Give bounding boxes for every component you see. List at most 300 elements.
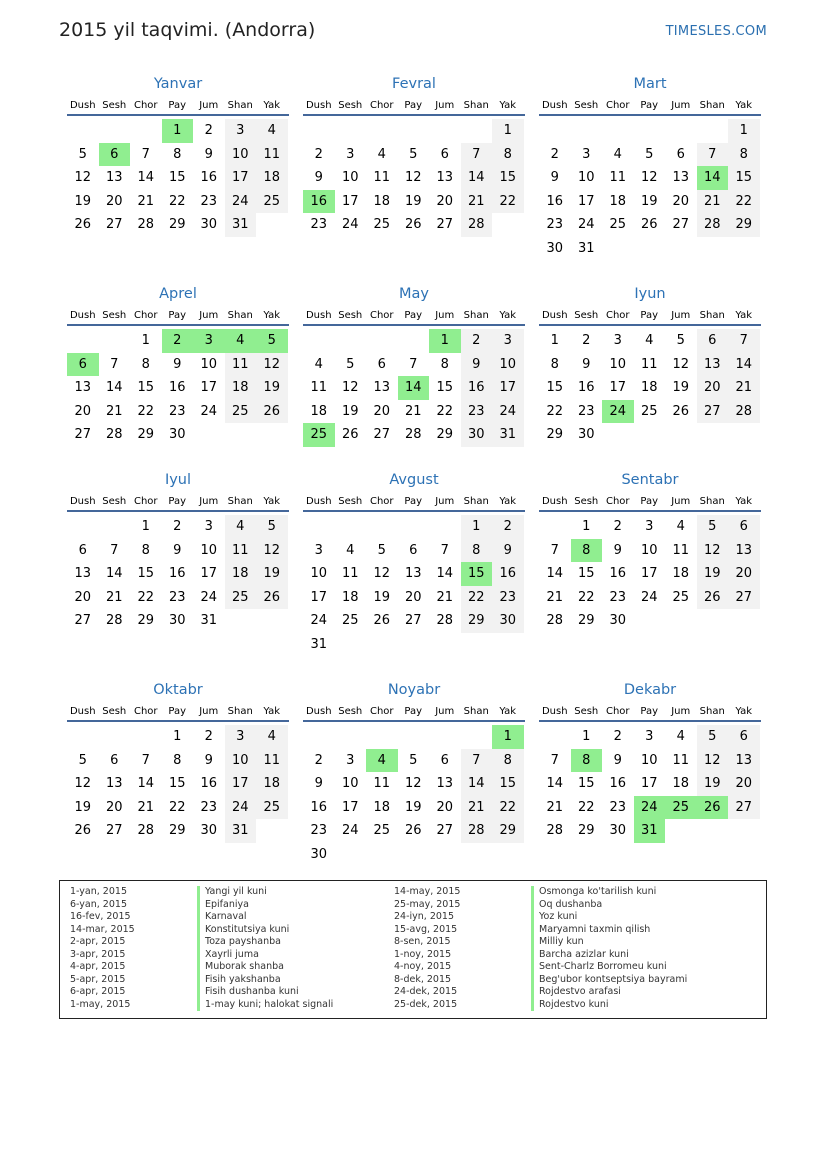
day-cell: 28 [105, 613, 123, 629]
month-name: May [399, 286, 429, 302]
day-cell: 12 [256, 353, 288, 377]
day-cell: 16 [577, 380, 595, 396]
weekday-label: Dush [305, 496, 332, 507]
day-cell: 29 [577, 613, 595, 629]
day-cell: 26 [256, 586, 288, 610]
day-grid [539, 119, 761, 261]
holiday-day-cell: 1 [492, 725, 524, 749]
day-cell: 8 [550, 356, 559, 372]
day-cell: 1 [582, 729, 591, 744]
day-cell: 31 [577, 240, 595, 256]
day-cell: 23 [200, 799, 218, 815]
empty-cell [398, 725, 430, 749]
day-cell: 8 [173, 146, 182, 162]
empty-cell [130, 119, 162, 143]
day-cell: 4 [256, 119, 288, 143]
weekday-label: Sesh [102, 100, 127, 111]
day-cell: 15 [577, 776, 595, 792]
legend-holiday-name: Milliy kun [531, 936, 687, 949]
day-cell: 11 [672, 752, 690, 768]
day-cell: 16 [546, 193, 564, 209]
legend-date: 25-may, 2015 [394, 898, 461, 910]
day-cell: 14 [546, 776, 564, 792]
weekday-label: Chor [605, 496, 630, 507]
legend-date: 2-apr, 2015 [70, 936, 126, 947]
day-cell: 30 [200, 823, 218, 839]
day-cell: 2 [492, 515, 524, 539]
weekday-label: Shan [463, 496, 489, 507]
legend-holiday-name: Rojdestvo arafasi [531, 986, 687, 999]
month-name: Yanvar [153, 76, 203, 92]
day-cell: 15 [168, 776, 186, 792]
weekday-label: Yak [499, 496, 517, 507]
day-cell: 29 [436, 427, 454, 443]
day-cell: 30 [609, 823, 627, 839]
day-cell: 27 [105, 823, 123, 839]
day-cell: 18 [256, 166, 288, 190]
day-grid [67, 119, 289, 237]
day-cell: 9 [173, 356, 182, 372]
weekday-label: Yak [735, 100, 753, 111]
day-cell: 8 [728, 143, 760, 167]
empty-cell [303, 329, 335, 353]
day-cell: 27 [74, 613, 92, 629]
day-cell: 10 [341, 776, 359, 792]
weekday-label: Dush [69, 310, 96, 321]
weekday-label: Pay [404, 100, 423, 111]
month-name: Sentabr [621, 472, 679, 488]
day-cell: 20 [105, 193, 123, 209]
empty-cell [67, 515, 99, 539]
day-cell: 5 [78, 146, 87, 162]
day-cell: 1 [492, 119, 524, 143]
day-cell: 29 [168, 823, 186, 839]
day-cell: 20 [728, 562, 760, 586]
day-cell: 4 [676, 729, 685, 744]
day-cell: 5 [676, 333, 685, 348]
legend-names-col-1 [197, 886, 333, 1011]
day-cell: 17 [640, 776, 658, 792]
day-cell: 30 [577, 427, 595, 443]
day-cell: 19 [640, 193, 658, 209]
month-oktabr [67, 680, 289, 843]
day-cell: 10 [225, 143, 257, 167]
day-cell: 5 [645, 146, 654, 162]
holiday-day-cell: 31 [634, 819, 666, 843]
day-cell: 8 [173, 752, 182, 768]
day-cell: 16 [609, 566, 627, 582]
empty-cell [539, 515, 571, 539]
day-cell: 9 [582, 356, 591, 372]
day-cell: 15 [137, 380, 155, 396]
day-cell: 28 [728, 400, 760, 424]
holiday-legend [59, 880, 767, 1019]
weekday-label: Yak [263, 310, 281, 321]
empty-cell [335, 119, 367, 143]
day-cell: 21 [461, 190, 493, 214]
day-cell: 23 [492, 586, 524, 610]
day-cell: 24 [341, 217, 359, 233]
day-cell: 23 [609, 799, 627, 815]
day-cell: 9 [550, 170, 559, 186]
month-yanvar [67, 74, 289, 237]
legend-date: 6-yan, 2015 [70, 898, 127, 910]
empty-cell [602, 119, 634, 143]
day-cell: 9 [613, 542, 622, 558]
day-cell: 22 [492, 796, 524, 820]
day-cell: 13 [404, 566, 422, 582]
day-cell: 22 [436, 403, 454, 419]
day-cell: 12 [640, 170, 658, 186]
day-cell: 23 [200, 193, 218, 209]
empty-cell [429, 119, 461, 143]
day-cell: 7 [110, 356, 119, 372]
weekday-label: Yak [263, 496, 281, 507]
day-cell: 12 [697, 539, 729, 563]
day-grid [539, 329, 761, 447]
weekday-label: Chor [369, 100, 394, 111]
legend-date: 24-iyn, 2015 [394, 911, 455, 922]
day-cell: 9 [314, 170, 323, 186]
day-cell: 21 [105, 589, 123, 605]
weekday-label: Pay [168, 310, 187, 321]
weekday-header [67, 700, 289, 722]
weekday-label: Sesh [574, 100, 599, 111]
weekday-label: Jum [671, 310, 691, 321]
day-cell: 28 [461, 819, 493, 843]
weekday-header [67, 94, 289, 116]
weekday-label: Jum [671, 100, 691, 111]
weekday-label: Yak [735, 706, 753, 717]
day-cell: 11 [640, 356, 658, 372]
day-cell: 10 [492, 353, 524, 377]
day-cell: 20 [436, 799, 454, 815]
weekday-label: Pay [404, 310, 423, 321]
empty-cell [303, 515, 335, 539]
weekday-label: Dush [541, 706, 568, 717]
legend-date: 1-noy, 2015 [394, 948, 452, 960]
day-cell: 19 [404, 799, 422, 815]
day-cell: 13 [105, 170, 123, 186]
day-cell: 3 [582, 146, 591, 162]
legend-date: 14-mar, 2015 [70, 923, 135, 935]
day-cell: 17 [200, 380, 218, 396]
legend-holiday-name: Yangi yil kuni [197, 886, 333, 899]
holiday-day-cell: 15 [461, 562, 493, 586]
holiday-day-cell: 6 [67, 353, 99, 377]
empty-cell [366, 119, 398, 143]
page-title: 2015 yil taqvimi. (Andorra) [59, 19, 316, 41]
day-cell: 7 [110, 542, 119, 558]
day-cell: 7 [440, 542, 449, 558]
day-cell: 24 [200, 589, 218, 605]
day-cell: 6 [409, 542, 418, 558]
empty-cell [130, 725, 162, 749]
day-cell: 9 [613, 752, 622, 768]
legend-holiday-name: Epifaniya [197, 899, 333, 912]
day-cell: 5 [256, 515, 288, 539]
day-cell: 24 [640, 589, 658, 605]
day-cell: 16 [168, 380, 186, 396]
holiday-day-cell: 14 [398, 376, 430, 400]
day-cell: 6 [440, 752, 449, 768]
weekday-label: Jum [435, 100, 455, 111]
weekday-label: Sesh [338, 496, 363, 507]
day-cell: 18 [373, 799, 391, 815]
day-cell: 18 [609, 193, 627, 209]
day-cell: 9 [492, 539, 524, 563]
month-name: Iyul [164, 472, 192, 488]
empty-cell [99, 119, 131, 143]
empty-cell [335, 329, 367, 353]
weekday-label: Yak [499, 310, 517, 321]
weekday-header [539, 304, 761, 326]
empty-cell [665, 119, 697, 143]
day-cell: 11 [373, 170, 391, 186]
day-cell: 17 [225, 166, 257, 190]
weekday-label: Yak [735, 310, 753, 321]
weekday-label: Sesh [574, 706, 599, 717]
day-cell: 27 [728, 796, 760, 820]
day-cell: 17 [492, 376, 524, 400]
day-cell: 26 [404, 217, 422, 233]
month-dekabr [539, 680, 761, 843]
month-iyul [67, 470, 289, 633]
day-cell: 22 [137, 403, 155, 419]
day-cell: 30 [168, 613, 186, 629]
weekday-label: Sesh [574, 496, 599, 507]
day-cell: 5 [346, 356, 355, 372]
day-cell: 4 [314, 356, 323, 372]
day-cell: 27 [404, 613, 422, 629]
day-cell: 18 [373, 193, 391, 209]
day-cell: 17 [577, 193, 595, 209]
day-cell: 28 [697, 213, 729, 237]
day-cell: 16 [461, 376, 493, 400]
legend-holiday-name: Maryamni taxmin qilish [531, 924, 687, 937]
day-cell: 30 [168, 427, 186, 443]
day-cell: 7 [461, 749, 493, 773]
holiday-day-cell: 16 [303, 190, 335, 214]
empty-cell [429, 515, 461, 539]
weekday-label: Jum [435, 706, 455, 717]
day-cell: 15 [168, 170, 186, 186]
holiday-day-cell: 1 [429, 329, 461, 353]
empty-cell [99, 329, 131, 353]
day-cell: 10 [200, 356, 218, 372]
day-cell: 2 [204, 123, 213, 138]
legend-date: 5-apr, 2015 [70, 973, 126, 985]
legend-holiday-name: Muborak shanba [197, 961, 333, 974]
day-cell: 6 [728, 515, 760, 539]
day-grid [303, 119, 525, 237]
day-cell: 23 [577, 403, 595, 419]
day-cell: 17 [341, 799, 359, 815]
day-cell: 16 [168, 566, 186, 582]
day-cell: 4 [676, 519, 685, 534]
day-cell: 24 [200, 403, 218, 419]
empty-cell [539, 725, 571, 749]
weekday-label: Sesh [338, 310, 363, 321]
day-cell: 17 [341, 193, 359, 209]
weekday-header [303, 94, 525, 116]
day-cell: 24 [310, 613, 328, 629]
month-aprel [67, 284, 289, 447]
day-grid [67, 329, 289, 447]
day-cell: 20 [436, 193, 454, 209]
day-cell: 6 [78, 542, 87, 558]
day-cell: 9 [461, 353, 493, 377]
day-cell: 12 [404, 776, 422, 792]
day-cell: 28 [105, 427, 123, 443]
day-cell: 20 [672, 193, 690, 209]
day-cell: 10 [225, 749, 257, 773]
day-cell: 4 [256, 725, 288, 749]
weekday-label: Shan [463, 100, 489, 111]
day-cell: 3 [346, 752, 355, 768]
day-cell: 17 [225, 772, 257, 796]
weekday-label: Chor [605, 706, 630, 717]
day-cell: 26 [373, 613, 391, 629]
legend-holiday-name: Barcha azizlar kuni [531, 949, 687, 962]
weekday-label: Dush [541, 310, 568, 321]
empty-cell [634, 119, 666, 143]
empty-cell [335, 515, 367, 539]
day-cell: 5 [78, 752, 87, 768]
day-cell: 29 [168, 217, 186, 233]
day-cell: 4 [613, 146, 622, 162]
weekday-label: Jum [671, 496, 691, 507]
day-cell: 17 [609, 380, 627, 396]
day-cell: 31 [225, 819, 257, 843]
day-cell: 30 [310, 846, 328, 862]
day-cell: 21 [461, 796, 493, 820]
day-cell: 5 [697, 725, 729, 749]
day-cell: 22 [577, 589, 595, 605]
legend-holiday-name: Osmonga ko'tarilish kuni [531, 886, 687, 899]
legend-date: 8-dek, 2015 [394, 973, 452, 985]
legend-holiday-name: Fisih dushanba kuni [197, 986, 333, 999]
day-cell: 19 [74, 799, 92, 815]
day-cell: 18 [310, 403, 328, 419]
day-cell: 16 [609, 776, 627, 792]
day-cell: 16 [200, 776, 218, 792]
day-cell: 8 [141, 542, 150, 558]
holiday-day-cell: 26 [697, 796, 729, 820]
weekday-label: Pay [404, 706, 423, 717]
weekday-label: Dush [541, 496, 568, 507]
holiday-day-cell: 1 [162, 119, 194, 143]
brand-logo-text[interactable]: TIMESLES.COM [665, 24, 767, 39]
holiday-day-cell: 25 [665, 796, 697, 820]
day-cell: 13 [436, 170, 454, 186]
day-cell: 21 [137, 193, 155, 209]
day-cell: 20 [74, 403, 92, 419]
day-cell: 14 [105, 380, 123, 396]
day-cell: 6 [676, 146, 685, 162]
day-cell: 9 [204, 146, 213, 162]
day-cell: 24 [225, 796, 257, 820]
weekday-header [303, 700, 525, 722]
day-cell: 7 [461, 143, 493, 167]
day-cell: 31 [200, 613, 218, 629]
day-cell: 26 [672, 403, 690, 419]
day-cell: 2 [550, 146, 559, 162]
legend-holiday-name: Yoz kuni [531, 911, 687, 924]
day-cell: 8 [492, 749, 524, 773]
day-cell: 21 [546, 589, 564, 605]
weekday-label: Shan [227, 706, 253, 717]
holiday-day-cell: 25 [303, 423, 335, 447]
day-cell: 5 [697, 515, 729, 539]
weekday-label: Dush [69, 100, 96, 111]
day-cell: 22 [577, 799, 595, 815]
weekday-label: Jum [435, 310, 455, 321]
day-cell: 13 [728, 539, 760, 563]
day-cell: 6 [728, 725, 760, 749]
day-grid [539, 725, 761, 843]
weekday-label: Chor [369, 496, 394, 507]
day-cell: 13 [697, 353, 729, 377]
day-cell: 26 [74, 217, 92, 233]
day-cell: 10 [310, 566, 328, 582]
day-cell: 29 [546, 427, 564, 443]
day-cell: 17 [310, 589, 328, 605]
weekday-label: Yak [263, 706, 281, 717]
day-cell: 14 [461, 166, 493, 190]
holiday-day-cell: 8 [571, 539, 603, 563]
month-name: Mart [633, 76, 667, 92]
legend-holiday-name: Konstitutsiya kuni [197, 924, 333, 937]
legend-date: 15-avg, 2015 [394, 923, 458, 935]
empty-cell [99, 515, 131, 539]
day-cell: 3 [645, 729, 654, 744]
day-cell: 25 [256, 190, 288, 214]
day-cell: 15 [577, 566, 595, 582]
month-name: Oktabr [153, 682, 203, 698]
month-fevral [303, 74, 525, 237]
day-cell: 27 [436, 823, 454, 839]
day-cell: 23 [310, 823, 328, 839]
legend-date: 8-sen, 2015 [394, 936, 451, 947]
legend-date: 3-apr, 2015 [70, 948, 126, 960]
legend-date: 1-yan, 2015 [70, 886, 127, 897]
day-cell: 31 [225, 213, 257, 237]
day-cell: 18 [672, 566, 690, 582]
empty-cell [366, 329, 398, 353]
day-cell: 28 [137, 823, 155, 839]
day-cell: 21 [546, 799, 564, 815]
day-cell: 7 [141, 146, 150, 162]
day-cell: 3 [346, 146, 355, 162]
day-cell: 10 [341, 170, 359, 186]
day-cell: 25 [225, 400, 257, 424]
weekday-label: Pay [640, 496, 659, 507]
day-cell: 13 [672, 170, 690, 186]
day-cell: 23 [461, 400, 493, 424]
day-cell: 19 [341, 403, 359, 419]
empty-cell [398, 329, 430, 353]
day-cell: 19 [672, 380, 690, 396]
weekday-label: Pay [640, 310, 659, 321]
day-cell: 14 [137, 776, 155, 792]
day-cell: 2 [314, 752, 323, 768]
day-cell: 25 [609, 217, 627, 233]
day-cell: 29 [577, 823, 595, 839]
day-cell: 15 [492, 166, 524, 190]
empty-cell [303, 119, 335, 143]
month-name: Dekabr [623, 682, 677, 698]
